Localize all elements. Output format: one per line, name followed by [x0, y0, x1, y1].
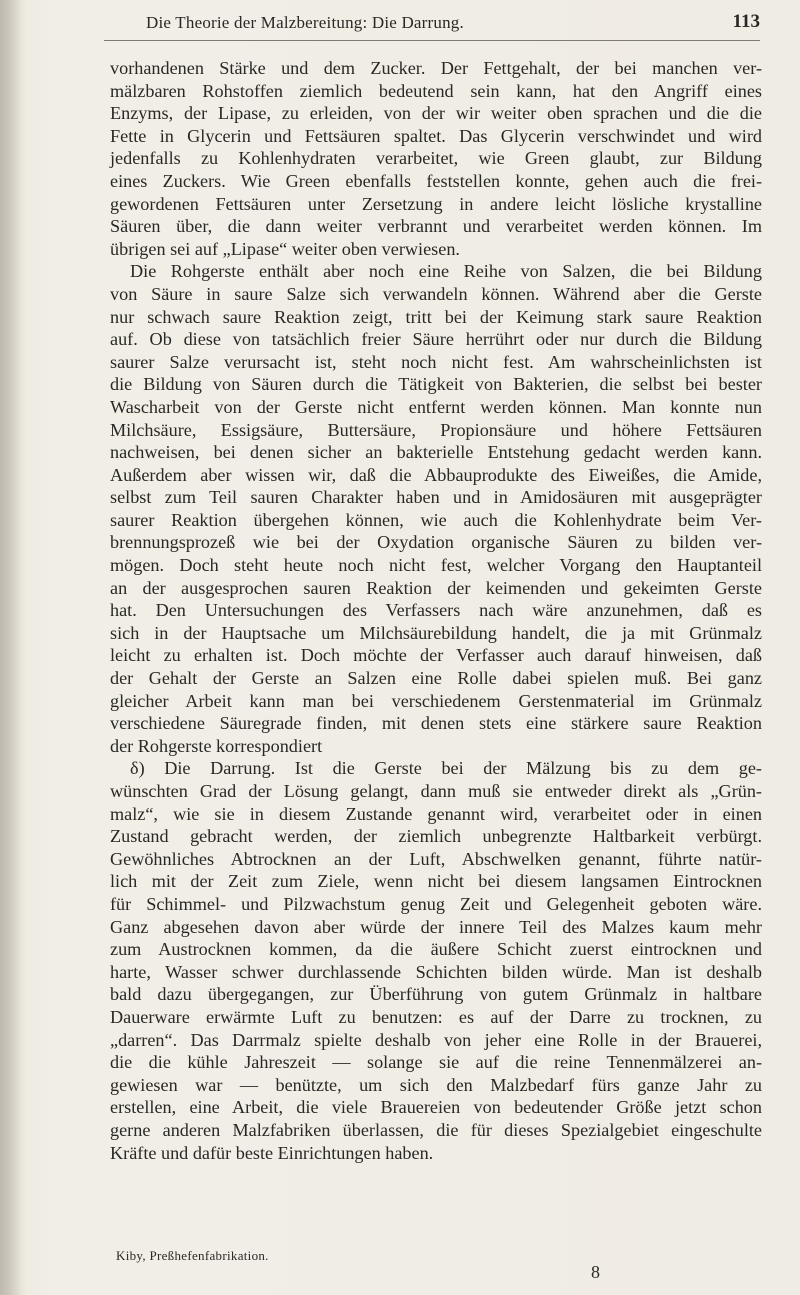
page-footer [116, 1248, 612, 1288]
text-line: die Bildung von Säuren durch die Tätigkeit von Bakterien, die selbst bei bester [110, 374, 762, 395]
text-line: Zustand gebracht werden, der ziemlich unbegrenzte Haltbarkeit verbürgt. [110, 826, 762, 847]
text-line: wünschten Grad der Lösung gelangt, dann muß sie entweder direkt als „Grün- [110, 781, 762, 801]
text-line: bald dazu übergegangen, zur Überführung von gutem Grünmalz in haltbare [110, 984, 762, 1005]
text-line: verschiedene Säuregrade finden, mit denen stets eine stärkere saure Reaktion [110, 713, 762, 734]
body-text [110, 57, 762, 1164]
text-line: malz“, wie sie in diesem Zustande genannt wird, verarbeitet oder in einen [110, 803, 762, 824]
text-line: nur schwach saure Reaktion zeigt, tritt bei der Keimung stark saure Reaktion [110, 306, 762, 327]
text-line: lich mit der Zeit zum Ziele, wenn nicht bei diesem langsamen Eintrocknen [110, 871, 762, 892]
text-line: der Gehalt der Gerste an Salzen eine Rolle dabei spielen muß. Bei ganz [110, 668, 762, 689]
text-line: gewiesen war — benützte, um sich den Malzbedarf fürs ganze Jahr zu [110, 1074, 762, 1095]
text-line: für Schimmel- und Pilzwachstum genug Zeit und Gelegenheit geboten wäre. [110, 893, 762, 914]
text-line: Fette in Glycerin und Fettsäuren spaltet. Das Glycerin verschwindet und wird [110, 125, 762, 146]
text-line: Säuren über, die dann weiter verbrannt und verarbeitet werden können. Im [110, 216, 762, 237]
text-line: harte, Wasser schwer durchlassende Schichten bilden würde. Man ist deshalb [110, 961, 762, 982]
text-line: selbst zum Teil sauren Charakter haben und in Amidosäuren mit ausgeprägter [110, 487, 762, 508]
page-header [104, 9, 760, 39]
text-line: Die Rohgerste enthält aber noch eine Reihe von Salzen, die bei Bildung [130, 261, 762, 282]
running-title: Die Theorie der Malzbereitung: Die Darrung. [146, 13, 464, 32]
text-line: saurer Salze verursacht ist, steht noch nicht fest. Am wahrscheinlichsten ist [110, 351, 762, 372]
text-line: gleicher Arbeit kann man bei verschiedenem Gerstenmaterial im Grünmalz [110, 690, 762, 711]
text-line: saurer Reaktion übergehen können, wie auch die Kohlenhydrate beim Ver- [110, 509, 762, 530]
text-line: δ) Die Darrung. Ist die Gerste bei der Mälzung bis zu dem ge- [130, 758, 762, 779]
text-line: von Säure in saure Salze sich verwandeln können. Während aber die Gerste [110, 283, 762, 304]
text-line: Dauerware erwärmte Luft zu benutzen: es auf der Darre zu trocknen, zu [110, 1006, 762, 1027]
text-line: der Rohgerste korrespondiert [110, 735, 323, 756]
footer-note: Kiby, Preßhefenfabrikation. [116, 1248, 269, 1263]
text-line: mälzbaren Rohstoffen ziemlich bedeutend sein kann, hat den Angriff eines [110, 80, 762, 101]
gutter-shadow [0, 0, 22, 1295]
text-line: brennungsprozeß wie bei der Oxydation organische Säuren zu bilden ver- [110, 532, 762, 553]
text-line: vorhandenen Stärke und dem Zucker. Der Fettgehalt, der bei manchen ver- [110, 58, 762, 78]
text-line: gewordenen Fettsäuren unter Zersetzung in andere leicht lösliche krystalline [110, 193, 762, 214]
text-line: sich in der Hauptsache um Milchsäurebildung handelt, die ja mit Grünmalz [110, 622, 762, 643]
text-line: zum Austrocknen kommen, da die äußere Schicht zuerst eintrocknen und [110, 939, 762, 960]
text-line: hat. Den Untersuchungen des Verfassers nach wäre anzunehmen, daß es [110, 600, 762, 621]
text-line: gerne anderen Malzfabriken überlassen, die für dieses Spezialgebiet eingeschulte [110, 1119, 762, 1140]
text-line: jedenfalls zu Kohlenhydraten verarbeitet, wie Green glaubt, zur Bildung [110, 148, 762, 169]
text-line: übrigen sei auf „Lipase“ weiter oben verwiesen. [110, 238, 460, 259]
text-line: Kräfte und dafür beste Einrichtungen haben. [110, 1142, 434, 1163]
header-rule [104, 40, 760, 41]
text-line: nachweisen, bei denen sicher an bakterielle Entstehung gedacht werden kann. [110, 442, 762, 463]
text-line: Außerdem aber wissen wir, daß die Abbauprodukte des Eiweißes, die Amide, [110, 464, 762, 485]
text-line: Ganz abgesehen davon aber würde der innere Teil des Malzes kaum mehr [110, 916, 762, 937]
text-line: mögen. Doch steht heute noch nicht fest, welcher Vorgang den Hauptanteil [110, 555, 762, 576]
text-line: an der ausgesprochen sauren Reaktion der keimenden und gekeimten Gerste [110, 577, 762, 598]
text-line: Enzyms, der Lipase, zu erleiden, von der wir weiter oben sprachen und die die [110, 103, 762, 124]
text-line: Gewöhnliches Abtrocknen an der Luft, Abschwelken genannt, führte natür- [110, 848, 762, 869]
text-line: Wascharbeit von der Gerste nicht entfernt werden können. Man konnte nun [110, 396, 762, 417]
text-line: leicht zu erhalten ist. Doch möchte der Verfasser auch darauf hinweisen, daß [110, 645, 762, 666]
text-line: auf. Ob diese von tatsächlich freier Säure herrührt oder nur durch die Bildung [110, 329, 762, 350]
signature-mark: 8 [591, 1262, 600, 1282]
text-line: Milchsäure, Essigsäure, Buttersäure, Propionsäure und höhere Fettsäuren [110, 419, 762, 440]
page-number: 113 [732, 11, 760, 32]
text-line: erstellen, eine Arbeit, die viele Brauereien von bedeutender Größe jetzt schon [110, 1097, 762, 1118]
text-line: „darren“. Das Darrmalz spielte deshalb von jeher eine Rolle in der Brauerei, [110, 1029, 762, 1050]
text-line: eines Zuckers. Wie Green ebenfalls feststellen konnte, gehen auch die frei- [110, 170, 762, 191]
text-line: die die kühle Jahreszeit — solange sie auf die reine Tennenmälzerei an- [110, 1052, 762, 1073]
